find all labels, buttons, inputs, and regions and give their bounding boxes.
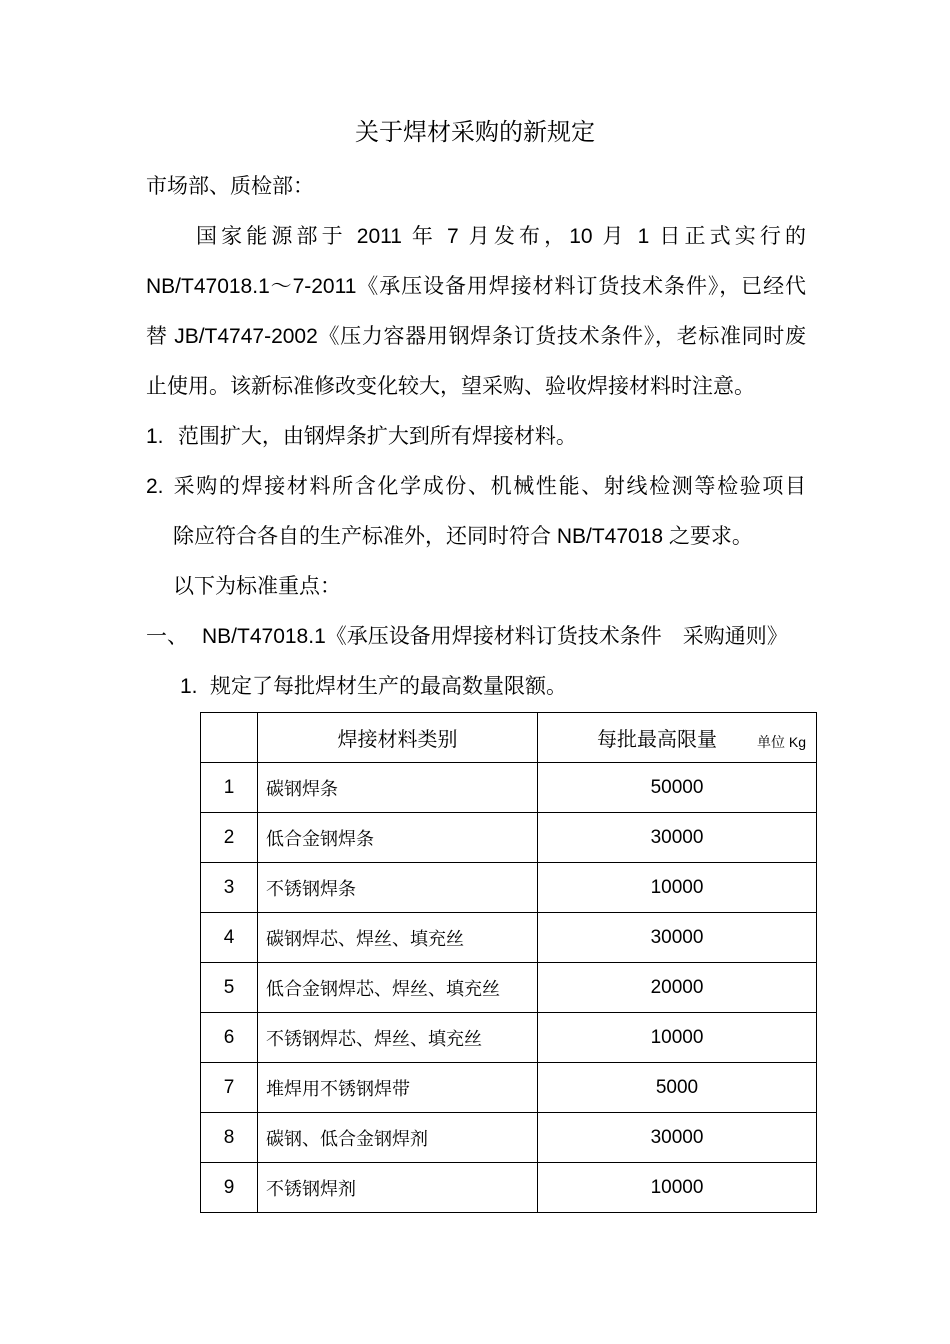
sub-item-number: 1.	[180, 675, 198, 698]
sub-item-text: 规定了每批焊材生产的最高数量限额。	[210, 675, 567, 698]
header-limit-label: 每批最高限量	[597, 729, 717, 751]
table-row	[201, 913, 817, 963]
paragraph-line-4: 止使用。该新标准修改变化较大，望采购、验收焊接材料时注意。	[146, 375, 755, 398]
row-category: 不锈钢焊条	[258, 863, 538, 913]
paragraph-line-2: NB/T47018.1～7-2011《承压设备用焊接材料订货技术条件》，已经代	[146, 275, 806, 298]
header-category: 焊接材料类别	[258, 713, 538, 763]
batch-limit-table	[200, 712, 817, 1213]
recipient-line: 市场部、质检部：	[146, 175, 314, 198]
row-limit: 30000	[538, 1113, 817, 1163]
section-heading	[146, 622, 788, 652]
row-category: 不锈钢焊芯、焊丝、填充丝	[258, 1013, 538, 1063]
table-row	[201, 1063, 817, 1113]
row-category: 不锈钢焊剂	[258, 1163, 538, 1213]
list-item-text: 采购的焊接材料所含化学成份、机械性能、射线检测等检验项目	[172, 475, 806, 498]
table-row	[201, 863, 817, 913]
table-row	[201, 1113, 817, 1163]
table-row	[201, 1013, 817, 1063]
row-limit: 50000	[538, 763, 817, 813]
row-limit: 10000	[538, 1013, 817, 1063]
row-limit: 5000	[538, 1063, 817, 1113]
table-row	[201, 1163, 817, 1213]
row-category: 低合金钢焊芯、焊丝、填充丝	[258, 963, 538, 1013]
header-limit	[538, 713, 817, 763]
row-limit: 30000	[538, 813, 817, 863]
sub-item	[180, 672, 567, 702]
row-limit: 10000	[538, 863, 817, 913]
row-number: 8	[201, 1113, 258, 1163]
table-header-row	[201, 713, 817, 763]
key-points-label: 以下为标准重点：	[173, 575, 341, 598]
page-title: 关于焊材采购的新规定	[355, 119, 595, 146]
row-category: 碳钢焊芯、焊丝、填充丝	[258, 913, 538, 963]
header-index-cell	[201, 713, 258, 763]
list-item	[146, 472, 806, 502]
row-limit: 30000	[538, 913, 817, 963]
row-number: 9	[201, 1163, 258, 1213]
row-category: 碳钢、低合金钢焊剂	[258, 1113, 538, 1163]
row-limit: 20000	[538, 963, 817, 1013]
section-title: NB/T47018.1《承压设备用焊接材料订货技术条件 采购通则》	[202, 625, 788, 648]
row-category: 低合金钢焊条	[258, 813, 538, 863]
row-category: 碳钢焊条	[258, 763, 538, 813]
row-number: 4	[201, 913, 258, 963]
row-number: 3	[201, 863, 258, 913]
row-number: 6	[201, 1013, 258, 1063]
list-item	[146, 422, 577, 452]
list-item-number: 2.	[146, 475, 164, 498]
row-number: 1	[201, 763, 258, 813]
unit-label: 单位 Kg	[756, 734, 806, 750]
paragraph-line-1: 国家能源部于 2011 年 7 月发布，10 月 1 日正式实行的	[196, 225, 806, 248]
list-item-continuation: 除应符合各自的生产标准外，还同时符合 NB/T47018 之要求。	[173, 525, 753, 548]
row-limit: 10000	[538, 1163, 817, 1213]
list-item-number: 1.	[146, 425, 164, 448]
row-number: 7	[201, 1063, 258, 1113]
table-row	[201, 813, 817, 863]
paragraph-line-3: 替 JB/T4747-2002《压力容器用钢焊条订货技术条件》，老标准同时废	[146, 325, 806, 348]
row-number: 5	[201, 963, 258, 1013]
list-item-text: 范围扩大，由钢焊条扩大到所有焊接材料。	[177, 425, 577, 448]
section-number: 一、	[146, 625, 188, 648]
table-row	[201, 763, 817, 813]
row-number: 2	[201, 813, 258, 863]
row-category: 堆焊用不锈钢焊带	[258, 1063, 538, 1113]
table-row	[201, 963, 817, 1013]
